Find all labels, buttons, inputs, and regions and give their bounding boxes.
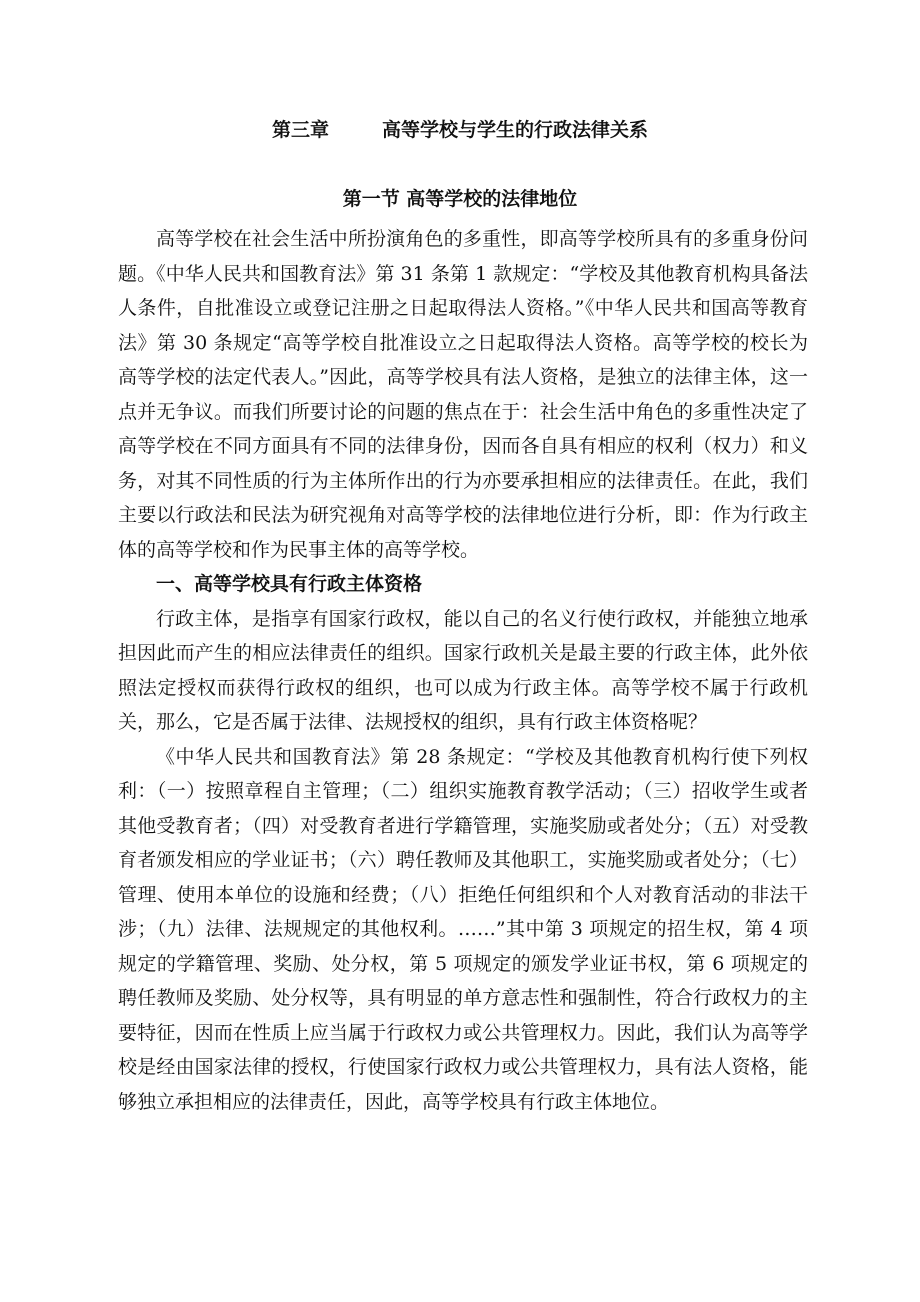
section-title: 第一节 高等学校的法律地位 [342, 188, 578, 210]
paragraph-education-law: 《中华人民共和国教育法》第 28 条规定：“学校及其他教育机构行使下列权利：（一）按照章程自主管理；（二）组织实施教育教学活动；（三）招收学生或者其他受教育者；（四）对受教育者进行学籍管理，实施奖励或者处分；（五）对受教育者颁发相应的学业证书；（六）聘任教师及其他职工，实施奖励或者处分；（七）管理、使用本单位的设施和经费；（八）拒绝任何组织和个人对教育活动的非法干涉；（九）法律、法规规定的其他权利。……”其中第 3 项规定的招生权，第 4 项规定的学籍管理、奖励、处分权，第 5 项规定的颁发学业证书权，第 6 项规定的聘任教师及奖励、处分权等，具有明显的单方意志性和强制性，符合行政权力的主要特征，因而在性质上应当属于行政权力或公共管理权力。因此，我们认为高等学校是经由国家法律的授权，行使国家行政权力或公共管理权力，具有法人资格，能够独立承担相应的法律责任，因此，高等学校具有行政主体地位。 [118, 745, 808, 1113]
body-content [118, 222, 808, 1119]
paragraph-intro: 高等学校在社会生活中所扮演角色的多重性，即高等学校所具有的多重身份问题。《中华人民共和国教育法》第 31 条第 1 款规定：“学校及其他教育机构具备法人条件，自批准设立或登记注册之日起取得法人资格。”《中华人民共和国高等教育法》第 30 条规定“高等学校自批准设立之日起取得法人资格。高等学校的校长为高等学校的法定代表人。”因此，高等学校具有法人资格，是独立的法律主体，这一点并无争议。而我们所要讨论的问题的焦点在于：社会生活中角色的多重性决定了高等学校在不同方面具有不同的法律身份，因而各自具有相应的权利（权力）和义务，对其不同性质的行为主体所作出的行为亦要承担相应的法律责任。在此，我们主要以行政法和民法为研究视角对高等学校的法律地位进行分析，即：作为行政主体的高等学校和作为民事主体的高等学校。 [118, 228, 808, 561]
paragraph-definition: 行政主体，是指享有国家行政权，能以自己的名义行使行政权，并能独立地承担因此而产生的相应法律责任的组织。国家行政机关是最主要的行政主体，此外依照法定授权而获得行政权的组织，也可以成为行政主体。高等学校不属于行政机关，那么，它是否属于法律、法规授权的组织，具有行政主体资格呢？ [118, 607, 808, 733]
chapter-title: 第三章 高等学校与学生的行政法律关系 [272, 119, 648, 141]
subheading-administrative-subject: 一、高等学校具有行政主体资格 [156, 573, 423, 595]
